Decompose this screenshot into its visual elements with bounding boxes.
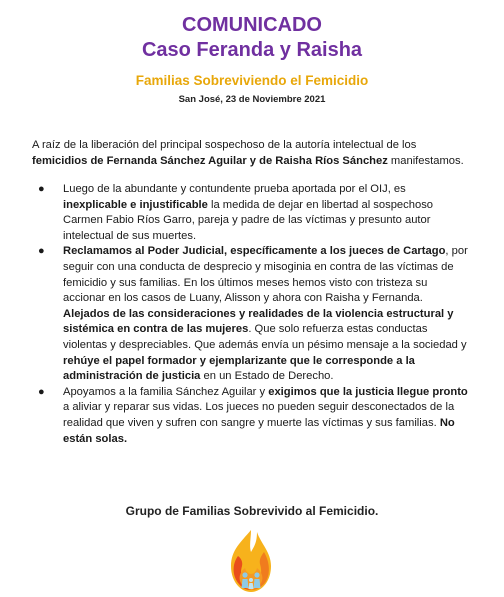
item-text: , por seguir con una conducta de desprecio y misoginia en contra de las víctimas de femicidio y sus familias. En los últimos meses hemos visto con tristeza su accionar en los casos de Luany, Alisson y ahora con Raisha y Fernanda. [63,245,468,305]
organization-subtitle: Familias Sobreviviendo el Femicidio [135,73,369,88]
item-text-bold: inexplicable e injustificable [63,198,208,211]
item-text: Apoyamos a la familia Sánchez Aguilar y [63,385,269,398]
item-text-bold: exigimos que la justicia llegue pronto [268,385,468,398]
intro-text-bold: femicidios de Fernanda Sánchez Aguilar y de Raisha Ríos Sánchez [32,154,388,167]
item-text-bold: No están solas. [63,416,455,445]
flame-family-logo-icon [223,528,279,594]
list-item [32,182,472,244]
bullet-icon: ● [38,245,45,258]
item-text: a aliviar y reparar sus vidas. Los jueces no pueden seguir desconectados de la realidad que viven y sufren con sangre y muerte las víctimas y sus familias. [63,401,455,429]
list-item [32,244,472,384]
list-item [32,385,472,447]
statement-list [32,182,472,447]
document-date: San José, 23 de Noviembre 2021 [178,94,326,105]
item-text: en un Estado de Derecho. [200,370,334,383]
item-text: Luego de la abundante y contundente prueba aportada por el OIJ, es [63,183,406,195]
item-text-bold: Alejados de las consideraciones y realidades de la violencia estructural y sistémica en contra de las mujeres [63,307,454,336]
intro-text-1: A raíz de la liberación del principal sospechoso de la autoría intelectual de los [32,139,417,151]
item-text: . Que solo refuerza estas conductas violentas y despreciables. Que además envía un pésimo mensaje a la sociedad y [63,323,467,351]
case-title: Caso Feranda y Raisha [141,39,363,61]
bullet-icon: ● [38,385,45,398]
bullet-icon: ● [38,183,45,195]
intro-text-2: manifestamos. [387,154,464,167]
intro-paragraph [32,138,472,169]
signature: Grupo de Familias Sobrevivido al Femicidio. [125,504,379,518]
item-text-bold: rehúye el papel formador y ejemplarizante que le corresponde a la administración de justicia [63,354,415,383]
item-text-bold: Reclamamos al Poder Judicial, específicamente a los jueces de Cartago [63,245,446,258]
item-text: la medida de dejar en libertad al sospechoso Carmen Fabio Ríos Garro, pareja y padre de las víctimas y presunto autor intelectual de sus muertes. [63,198,434,242]
page-title: COMUNICADO [182,14,322,36]
